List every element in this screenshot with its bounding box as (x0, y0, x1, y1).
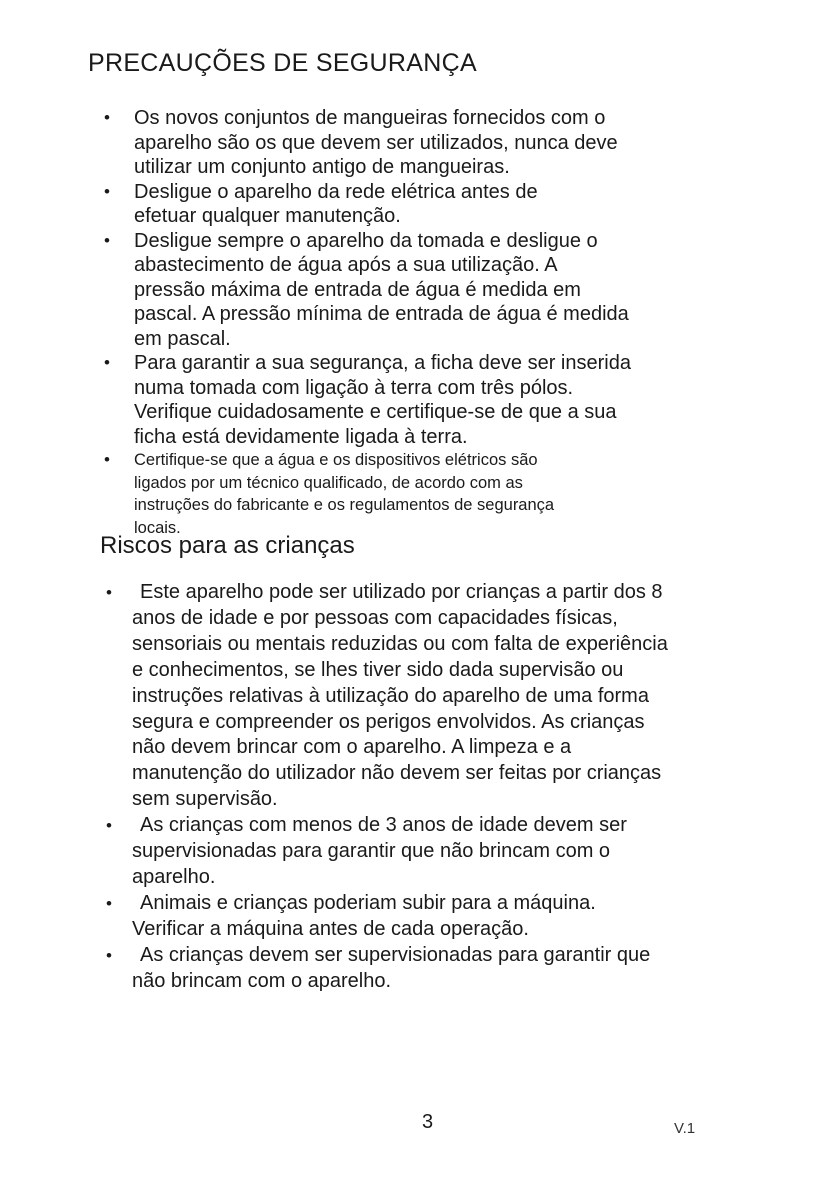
list-item (0, 580, 668, 813)
text-line: Este aparelho pode ser utilizado por crianças a partir dos 8 (140, 581, 663, 603)
text-line: Verifique cuidadosamente e certifique-se de que a sua (134, 401, 617, 423)
text-line: não devem brincar com o aparelho. A limpeza e a (132, 736, 572, 759)
text-line: pascal. A pressão mínima de entrada de água é medida (134, 303, 629, 325)
text-line: em pascal. (134, 327, 231, 350)
list-item (0, 351, 631, 449)
text-line: Animais e crianças poderiam subir para a máquina. (140, 891, 596, 914)
list-item (0, 891, 668, 943)
text-line: ligados por um técnico qualificado, de acordo com as (134, 473, 523, 492)
text-line: aparelho são os que devem ser utilizados, nunca deve (134, 131, 618, 154)
bullet-icon: • (106, 816, 112, 836)
list-item (0, 180, 631, 229)
text-line: Desligue sempre o aparelho da tomada e desligue o (134, 229, 598, 252)
bullet-icon: • (104, 108, 110, 127)
list-item (0, 943, 668, 995)
text-line: Verificar a máquina antes de cada operação. (132, 917, 529, 940)
text-line: sensoriais ou mentais reduzidas ou com falta de experiência (132, 632, 668, 655)
list-item (0, 229, 631, 352)
list-item (0, 106, 631, 180)
bullet-icon: • (104, 230, 110, 250)
bullet-icon: • (106, 893, 112, 913)
text-line: As crianças devem ser supervisionadas para garantir que (140, 943, 651, 966)
bullet-icon: • (104, 450, 110, 469)
text-line: Desligue o aparelho da rede elétrica antes de (134, 180, 538, 203)
text-line: ficha está devidamente ligada à terra. (134, 425, 468, 448)
text-line: e conhecimentos, se lhes tiver sido dada supervisão ou (132, 658, 624, 681)
safety-precautions-list (0, 106, 631, 539)
bullet-icon: • (106, 583, 112, 602)
bullet-icon: • (104, 181, 110, 201)
text-line: numa tomada com ligação à terra com três pólos. (134, 376, 574, 399)
text-line: As crianças com menos de 3 anos de idade devem ser (140, 814, 627, 837)
text-line: efetuar qualquer manutenção. (134, 205, 401, 227)
version-label: V.1 (674, 1120, 696, 1137)
text-line: anos de idade e por pessoas com capacidades físicas, (132, 606, 618, 629)
bullet-icon: • (104, 353, 110, 372)
text-line: utilizar um conjunto antigo de mangueiras. (134, 156, 510, 178)
text-line: aparelho. (132, 865, 216, 888)
text-line: sem supervisão. (132, 788, 278, 811)
section-heading: Riscos para as crianças (100, 532, 355, 559)
text-line: abastecimento de água após a sua utilização. A (134, 254, 558, 276)
list-item (0, 449, 631, 539)
text-line: manutenção do utilizador não devem ser feitas por crianças (132, 762, 662, 785)
list-item (0, 813, 668, 891)
text-line: Os novos conjuntos de mangueiras fornecidos com o (134, 107, 606, 129)
page-number: 3 (422, 1111, 434, 1133)
text-line: Para garantir a sua segurança, a ficha deve ser inserida (134, 352, 631, 374)
children-risks-list (0, 580, 668, 995)
text-line: instruções do fabricante e os regulamentos de segurança (134, 496, 555, 514)
text-line: supervisionadas para garantir que não brincam com o (132, 840, 611, 863)
text-line: locais. (134, 518, 181, 537)
bullet-icon: • (106, 945, 112, 965)
text-line: Certifique-se que a água e os dispositivos elétricos são (134, 451, 538, 469)
text-line: instruções relativas à utilização do aparelho de uma forma (132, 684, 649, 707)
text-line: pressão máxima de entrada de água é medida em (134, 278, 581, 301)
text-line: não brincam com o aparelho. (132, 969, 392, 992)
page-title: PRECAUÇÕES DE SEGURANÇA (88, 49, 477, 77)
text-line: segura e compreender os perigos envolvidos. As crianças (132, 710, 645, 733)
